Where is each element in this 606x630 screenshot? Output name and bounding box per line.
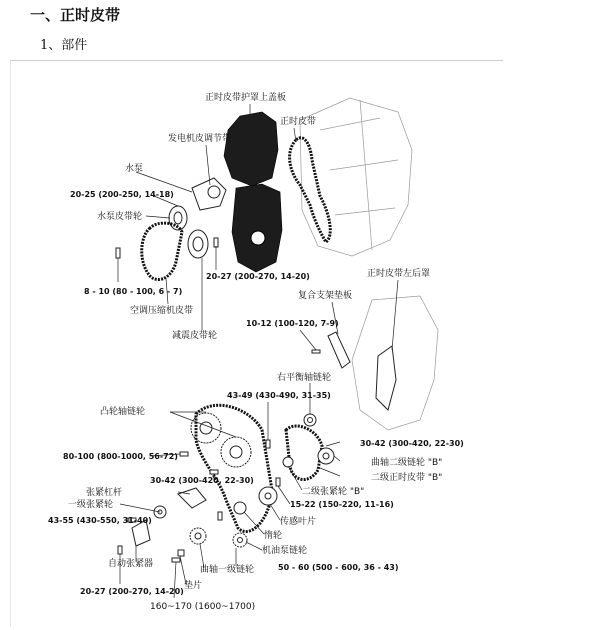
- label-crank-sprocket-b: 曲轴二级链轮 "B": [371, 458, 443, 468]
- label-torque-43-49: 43-49 (430-490, 31-35): [227, 391, 331, 400]
- bolt-43-49: [266, 440, 270, 448]
- label-water-pump: 水泵: [125, 164, 144, 174]
- label-timing-belt-b: 二级正时皮带 "B": [371, 473, 443, 483]
- label-idler: 惰轮: [264, 531, 283, 541]
- label-tensioner-arm: 张紧杠杆: [86, 488, 123, 498]
- label-alternator-adjuster: 发电机皮调节带: [168, 134, 232, 144]
- oil-pump-sprocket-part: [233, 533, 247, 547]
- bolt-80-100: [180, 452, 188, 456]
- label-sensor-blade: 传感叶片: [280, 517, 317, 527]
- label-torque-20-27-a: 20-27 (200-270, 14-20): [206, 272, 310, 281]
- subsection-title: 1、部件: [40, 38, 88, 53]
- label-torque-30-42-a: 30-42 (300-420, 22-30): [360, 439, 464, 448]
- crank-secondary-sprocket: [318, 448, 334, 464]
- label-water-pump-pulley: 水泵皮带轮: [97, 212, 143, 222]
- label-torque-20-27-b: 20-27 (200-270, 14-20): [80, 587, 184, 596]
- bolt-30-42: [210, 470, 218, 474]
- label-composite-bracket: 复合支架垫板: [298, 291, 353, 301]
- label-torque-80-100: 80-100 (800-1000, 56-72): [63, 452, 178, 461]
- label-timing-belt: 正时皮带: [280, 117, 317, 127]
- label-secondary-tensioner-b: 二级张紧轮 "B": [302, 487, 365, 497]
- camshaft-sprocket: [191, 413, 251, 467]
- ac-compressor-belt: [142, 223, 182, 279]
- upper-cover: [224, 112, 278, 186]
- label-oil-pump-sprocket: 机油泵链轮: [262, 546, 308, 556]
- left-rear-cover: [376, 346, 396, 410]
- timing-belt: [290, 138, 331, 242]
- label-ac-belt: 空调压缩机皮带: [130, 306, 194, 316]
- crank-primary-sprocket-part: [190, 528, 206, 544]
- sensor-blade: [259, 487, 277, 505]
- washer-part: [178, 550, 184, 556]
- bolt-8-10: [116, 248, 120, 258]
- bolt-20-27: [214, 238, 218, 247]
- tensioner-arm-part: [178, 488, 206, 508]
- label-torque-20-25: 20-25 (200-250, 14-18): [70, 190, 174, 199]
- water-pump: [192, 178, 226, 210]
- secondary-tensioner: [283, 457, 293, 467]
- label-washer: 垫片: [184, 581, 203, 591]
- bolt-160-170: [172, 558, 180, 562]
- label-left-rear-cover: 正时皮带左后罩: [367, 269, 431, 279]
- balance-shaft-sprocket: [304, 414, 316, 426]
- label-torque-160-170: 160~170 (1600~1700): [150, 602, 256, 612]
- section-title: 一、正时皮带: [30, 6, 121, 24]
- lower-cover: [232, 184, 282, 272]
- label-torque-8-10: 8 - 10 (80 - 100, 6 - 7): [84, 287, 183, 296]
- bolt-15-22: [276, 478, 280, 486]
- label-torque-43-55: 43-55 (430-550, 31-40): [48, 516, 152, 525]
- composite-bracket: [328, 332, 350, 368]
- label-upper-cover: 正时皮带护罩上盖板: [205, 93, 287, 103]
- label-damper-pulley: 减震皮带轮: [172, 331, 218, 341]
- damper-pulley: [188, 230, 208, 258]
- label-torque-30-42-b: 30-42 (300-420, 22-30): [150, 476, 254, 485]
- label-torque-10-12: 10-12 (100-120, 7-9): [246, 319, 339, 328]
- bolt-20-27-b: [118, 546, 122, 554]
- bolt-50-60: [218, 512, 222, 520]
- label-crank-primary-sprocket: 曲轴一级链轮: [200, 565, 255, 575]
- label-primary-tensioner: 一级张紧轮: [68, 500, 114, 510]
- label-right-balance-sprocket: 右平衡轴链轮: [277, 373, 332, 383]
- bolt-10-12: [312, 350, 320, 353]
- label-auto-tensioner: 自动张紧器: [108, 559, 154, 569]
- label-torque-50-60: 50 - 60 (500 - 600, 36 - 43): [278, 563, 399, 572]
- label-torque-15-22: 15-22 (150-220, 11-16): [290, 500, 394, 509]
- label-camshaft-sprocket: 凸轮轴链轮: [100, 407, 146, 417]
